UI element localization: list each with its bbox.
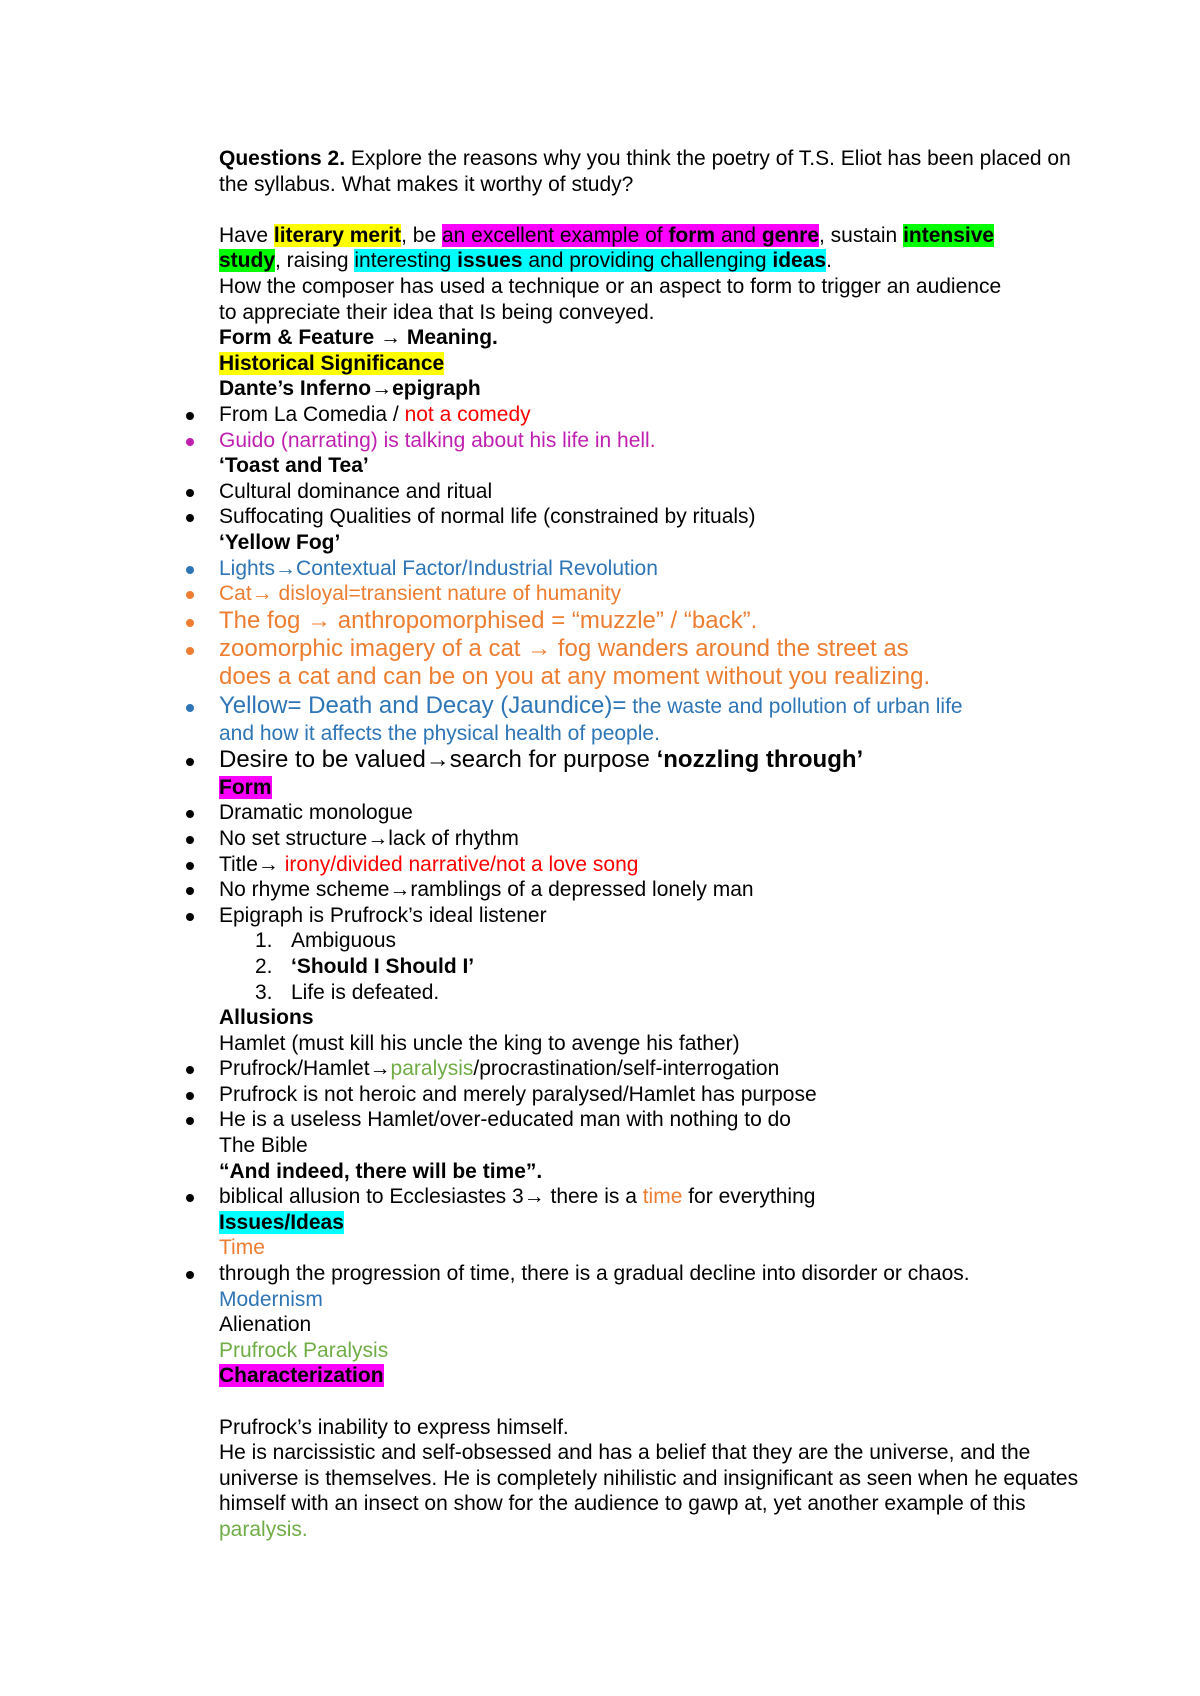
ideas-word: ideas	[772, 249, 827, 273]
blank-line	[219, 1389, 1099, 1415]
study-highlight: study	[219, 249, 276, 273]
form-heading-text: Form	[219, 775, 272, 799]
intro-be: , be	[401, 223, 442, 247]
list-item-continuation: and how it affects the physical health of people.	[219, 721, 660, 745]
characterization-line-1: Prufrock’s inability to express himself.	[219, 1415, 569, 1439]
list-item: Guido (narrating) is talking about his life in hell.	[219, 428, 1099, 454]
comedia-text: From La Comedia /	[219, 402, 405, 426]
and-word: and	[715, 223, 762, 247]
paralysis-word: paralysis	[390, 1057, 474, 1081]
list-item: Cat→ disloyal=transient nature of humanity	[219, 581, 1099, 607]
procrastination-text: /procrastination/self-interrogation	[473, 1057, 780, 1081]
list-item: Prufrock is not heroic and merely paralysed/Hamlet has purpose	[219, 1082, 1099, 1108]
excellent-example-highlight	[442, 224, 819, 247]
blank-line	[219, 197, 1099, 223]
issues-word: issues	[457, 249, 523, 273]
numbered-item	[219, 928, 1099, 954]
hamlet-line: Hamlet (must kill his uncle the king to avenge his father)	[219, 1031, 740, 1055]
characterization-paragraph	[219, 1440, 1099, 1542]
allusions-heading: Allusions	[219, 1006, 314, 1030]
list-item: zoomorphic imagery of a cat → fog wanders around the street as	[219, 635, 1099, 663]
list-item: He is a useless Hamlet/over-educated man with nothing to do	[219, 1107, 1099, 1133]
time-line: Time	[219, 1236, 265, 1260]
excellent-example-text: an excellent example of	[441, 223, 669, 247]
issues-ideas-highlight	[354, 249, 826, 272]
characterization-text: He is narcissistic and self-obsessed and has a belief that they are the universe, and the universe is themselves. He is completely nihilistic and insignificant as seen when he equates himself with an insect on show for the audience to gawp at, yet another example of this	[219, 1441, 1079, 1516]
and-providing-text: and providing challenging	[522, 249, 773, 273]
list-item: through the progression of time, there is a gradual decline into disorder or chaos.	[219, 1261, 1099, 1287]
form-word: form	[668, 223, 716, 247]
bible-line: The Bible	[219, 1134, 308, 1158]
prufrock-hamlet-text: Prufrock/Hamlet→	[219, 1057, 391, 1081]
intro-raising: , raising	[275, 249, 355, 273]
yellow-death-text: Yellow= Death and Decay (Jaundice)=	[219, 691, 627, 719]
not-a-comedy-text: not a comedy	[404, 402, 531, 426]
modernism-line: Modernism	[219, 1287, 323, 1311]
characterization-heading-text: Characterization	[219, 1364, 384, 1388]
intro-paragraph	[219, 223, 1099, 274]
list-item: Lights→Contextual Factor/Industrial Revolution	[219, 556, 1099, 582]
numbered-item	[219, 980, 1099, 1006]
nozzling-through-quote: ‘nozzling through’	[656, 746, 864, 774]
paralysis-end-word: paralysis.	[219, 1517, 308, 1541]
issues-heading-text: Issues/Ideas	[219, 1210, 344, 1234]
genre-word: genre	[761, 223, 820, 247]
list-item-continuation: does a cat and can be on you at any moment without you realizing.	[219, 663, 931, 691]
list-item: The fog → anthropomorphised = “muzzle” / “back”.	[219, 607, 1099, 635]
irony-text: irony/divided narrative/not a love song	[284, 852, 639, 876]
issues-heading	[219, 1210, 1099, 1236]
list-item: Cultural dominance and ritual	[219, 479, 1099, 505]
intensive-highlight: intensive	[903, 223, 995, 247]
question-paragraph	[219, 146, 1099, 197]
waste-pollution-text: the waste and pollution of urban life	[626, 694, 963, 718]
list-item: Epigraph is Prufrock’s ideal listener	[219, 903, 1099, 929]
number-marker: 1.	[255, 929, 273, 953]
numbered-text: ‘Should I Should I’	[291, 954, 475, 978]
list-item	[219, 1056, 1099, 1082]
list-item	[219, 746, 1099, 774]
list-item	[219, 402, 1099, 428]
list-item	[219, 1184, 1099, 1210]
intro-have: Have	[219, 223, 274, 247]
yellow-fog-heading: ‘Yellow Fog’	[219, 530, 341, 554]
dante-heading: Dante’s Inferno→epigraph	[219, 377, 481, 401]
intro-period: .	[826, 249, 832, 273]
numbered-text: Ambiguous	[291, 929, 397, 953]
historical-heading	[219, 351, 1099, 377]
interesting-word: interesting	[354, 249, 458, 273]
number-marker: 3.	[255, 980, 273, 1004]
desire-text: Desire to be valued→search for purpose	[219, 746, 657, 774]
list-item: No rhyme scheme→ramblings of a depressed lonely man	[219, 877, 1099, 903]
list-item: No set structure→lack of rhythm	[219, 826, 1099, 852]
alienation-line: Alienation	[219, 1313, 312, 1337]
composer-line-2: to appreciate their idea that Is being conveyed.	[219, 300, 655, 324]
historical-heading-text: Historical Significance	[219, 351, 445, 375]
numbered-item	[219, 954, 1099, 980]
list-item: Suffocating Qualities of normal life (constrained by rituals)	[219, 504, 1099, 530]
ecclesiastes-text: biblical allusion to Ecclesiastes 3→ there is a	[219, 1185, 643, 1209]
bible-quote: “And indeed, there will be time”.	[219, 1159, 543, 1183]
list-item: Dramatic monologue	[219, 800, 1099, 826]
numbered-text: Life is defeated.	[291, 980, 440, 1004]
form-heading	[219, 775, 1099, 801]
form-feature-heading: Form & Feature → Meaning.	[219, 326, 498, 350]
list-item	[219, 692, 1099, 721]
literary-merit-highlight: literary merit	[273, 223, 402, 247]
toast-heading: ‘Toast and Tea’	[219, 454, 369, 478]
characterization-heading	[219, 1363, 1099, 1389]
time-word: time	[642, 1185, 683, 1209]
paralysis-line: Prufrock Paralysis	[219, 1338, 389, 1362]
intro-sustain: , sustain	[819, 223, 904, 247]
question-label: Questions 2.	[219, 147, 346, 170]
list-item	[219, 852, 1099, 878]
composer-line-1: How the composer has used a technique or an aspect to form to trigger an audience	[219, 274, 1002, 298]
title-text: Title→	[219, 852, 285, 876]
question-text: Explore the reasons why you think the poetry of T.S. Eliot has been placed on the syllabus. What makes it worthy of study?	[219, 147, 1071, 196]
number-marker: 2.	[255, 954, 273, 978]
document-body	[219, 146, 1099, 1543]
for-everything-text: for everything	[682, 1185, 816, 1209]
